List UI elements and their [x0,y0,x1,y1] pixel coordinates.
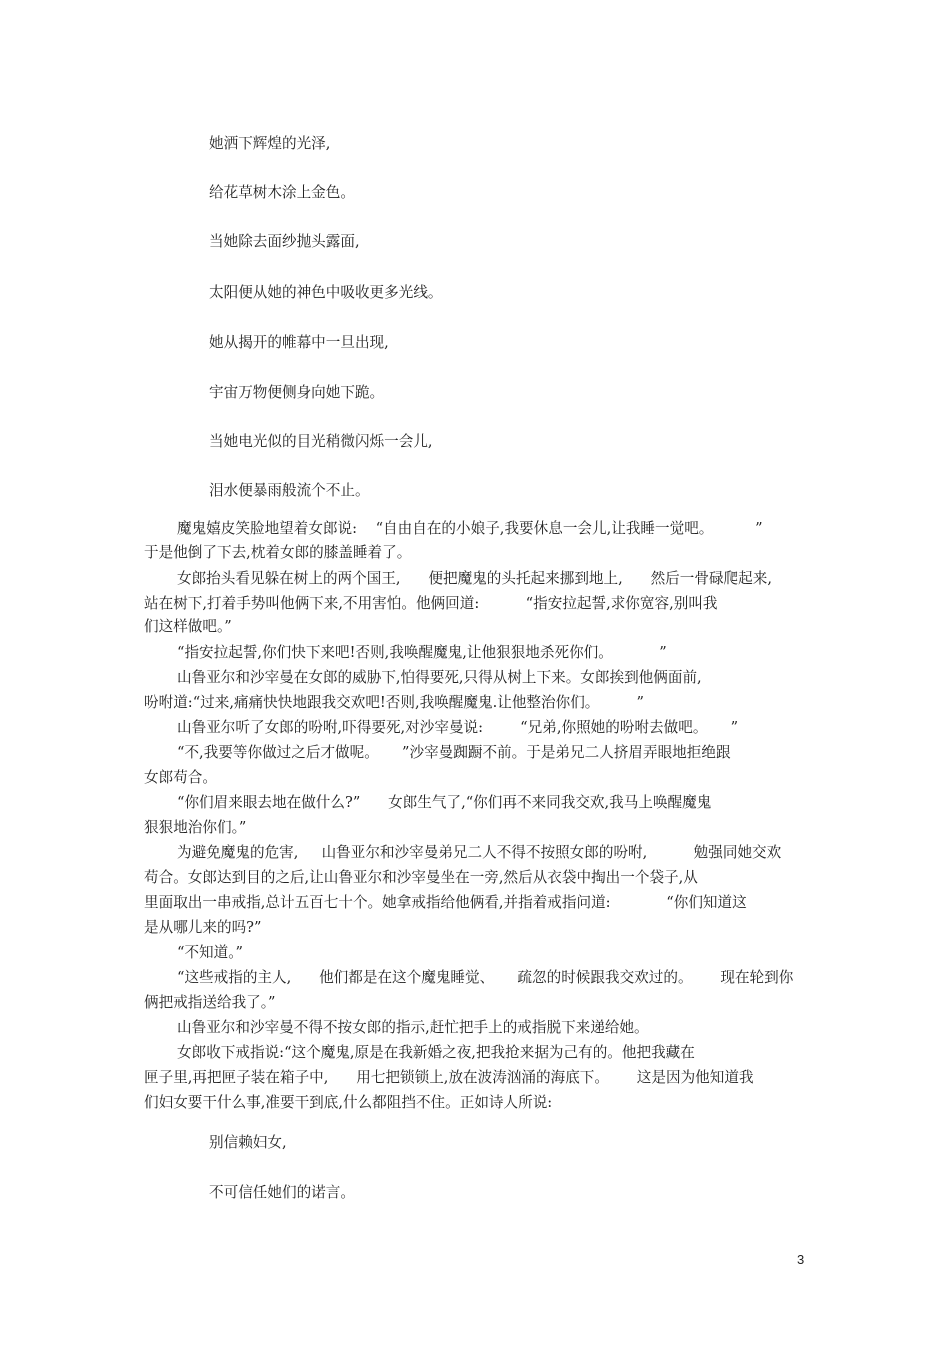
poem-line: 泪水便暴雨般流个不止。 [209,482,370,499]
prose-line: 女郎收下戒指说:“这个魔鬼,原是在我新婚之夜,把我抢来据为己有的。他把我藏在 [177,1044,695,1061]
prose-line: 女郎苟合。 [144,769,217,786]
prose-line: 匣子里,再把匣子装在箱子中, 用七把锁锁上,放在波涛汹涌的海底下。 这是因为他知道我 [144,1069,754,1086]
prose-line: 站在树下,打着手势叫他俩下来,不用害怕。他俩回道: “指安拉起誓,求你宽容,别叫我 [144,595,718,612]
prose-line: 们妇女要干什么事,准要干到底,什么都阻挡不住。正如诗人所说: [144,1094,553,1111]
prose-line: 是从哪儿来的吗?” [144,919,262,936]
poem-line: 宇宙万物便侧身向她下跪。 [209,384,385,401]
prose-line: 们这样做吧。” [144,618,232,635]
prose-line: 狠狠地治你们。” [144,819,247,836]
page-number: 3 [797,1252,805,1267]
prose-line: 吩咐道:“过来,痛痛快快地跟我交欢吧!否则,我唤醒魔鬼.让他整治你们。 ” [144,694,644,711]
poem-line: 给花草树木涂上金色。 [209,184,355,201]
prose-line: 女郎抬头看见躲在树上的两个国王, 便把魔鬼的头托起来挪到地上, 然后一骨碌爬起来, [177,570,772,587]
prose-line: 苟合。女郎达到目的之后,让山鲁亚尔和沙宰曼坐在一旁,然后从衣袋中掏出一个袋子,从 [144,869,698,886]
prose-line: “这些戒指的主人, 他们都是在这个魔鬼睡觉、 疏忽的时候跟我交欢过的。 现在轮到你 [177,969,794,986]
poem-line: 当她电光似的目光稍微闪烁一会儿, [209,433,433,450]
poem-line: 太阳便从她的神色中吸收更多光线。 [209,284,443,301]
prose-line: 里面取出一串戒指,总计五百七十个。她拿戒指给他俩看,并指着戒指问道: “你们知道这 [144,894,747,911]
prose-line: 为避免魔鬼的危害, 山鲁亚尔和沙宰曼弟兄二人不得不按照女郎的吩咐, 勉强同她交欢 [177,844,782,861]
prose-line: 俩把戒指送给我了。” [144,994,276,1011]
poem-line: 她从揭开的帷幕中一旦出现, [209,334,389,351]
poem-line: 别信赖妇女, [209,1134,287,1151]
prose-line: “不知道。” [177,944,243,961]
prose-line: “不,我要等你做过之后才做呢。 ”沙宰曼踟蹰不前。于是弟兄二人挤眉弄眼地拒绝跟 [177,744,731,761]
prose-line: 山鲁亚尔和沙宰曼在女郎的威胁下,怕得要死,只得从树上下来。女郎挨到他俩面前, [177,669,702,686]
prose-line: 山鲁亚尔听了女郎的吩咐,吓得要死,对沙宰曼说: “兄弟,你照她的吩咐去做吧。 ” [177,719,739,736]
poem-line: 她洒下辉煌的光泽, [209,135,331,152]
prose-line: “指安拉起誓,你们快下来吧!否则,我唤醒魔鬼,让他狠狠地杀死你们。 ” [177,644,667,661]
prose-line: 于是他倒了下去,枕着女郎的膝盖睡着了。 [144,544,412,561]
prose-line: “你们眉来眼去地在做什么?” 女郎生气了,“你们再不来同我交欢,我马上唤醒魔鬼 [177,794,712,811]
poem-line: 当她除去面纱抛头露面, [209,233,360,250]
poem-line: 不可信任她们的诺言。 [209,1184,355,1201]
prose-line: 山鲁亚尔和沙宰曼不得不按女郎的指示,赶忙把手上的戒指脱下来递给她。 [177,1019,649,1036]
prose-line: 魔鬼嬉皮笑脸地望着女郎说: “自由自在的小娘子,我要休息一会儿,让我睡一觉吧。 ” [177,520,763,537]
